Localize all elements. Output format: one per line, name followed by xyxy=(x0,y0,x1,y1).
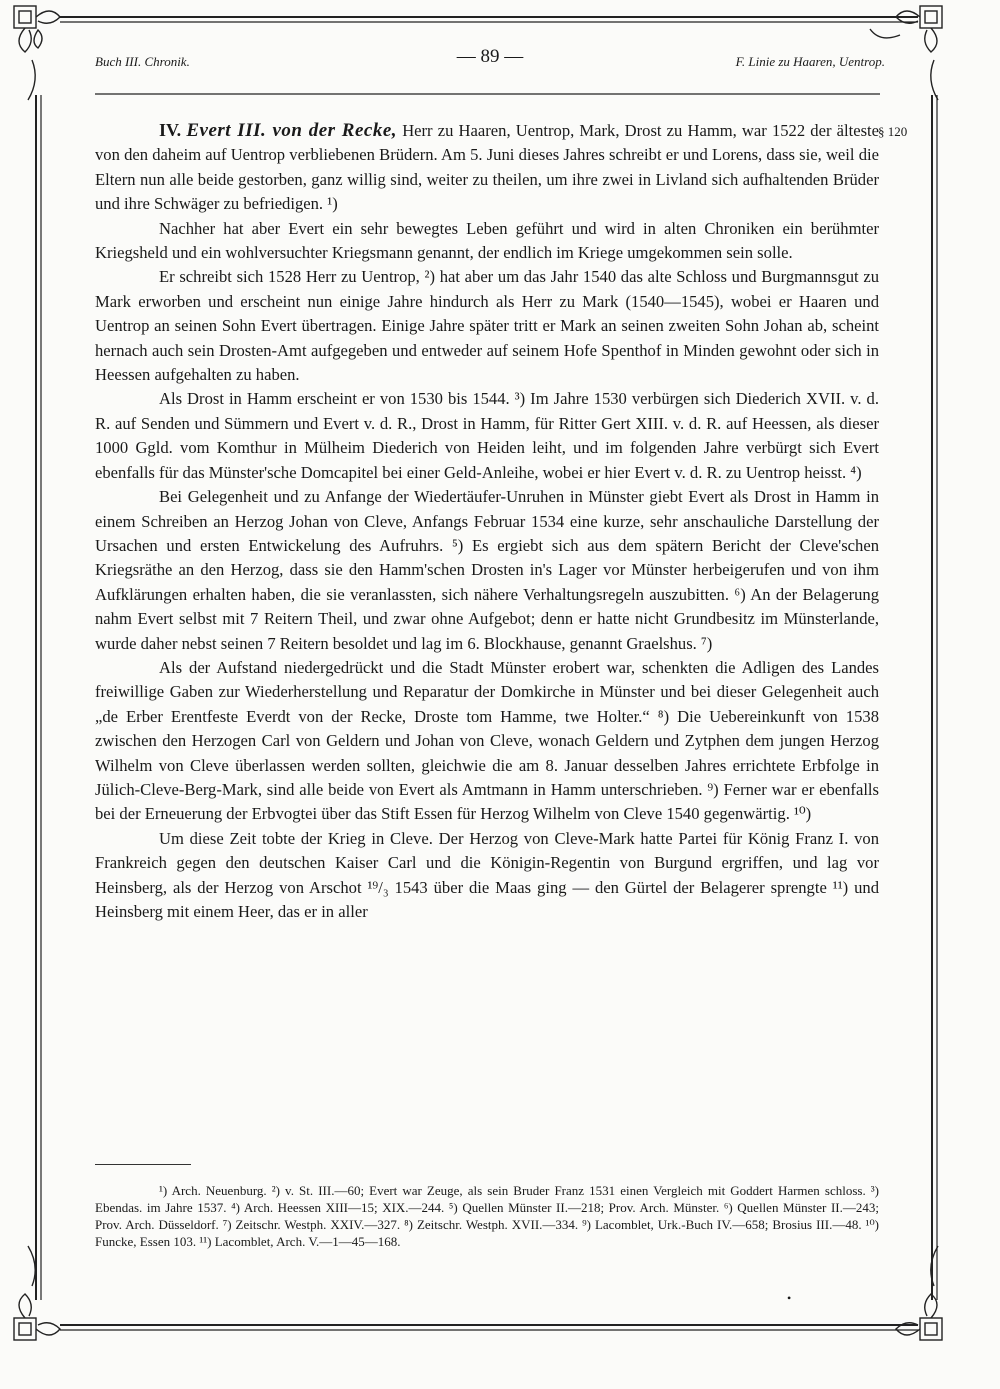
paragraph-1-text: Herr zu Haaren, Uentrop, Mark, Drost zu Hamm, war 1522 der älteste von den daheim auf Uentrop verbliebenen Brüdern. Am 5. Juni dieses Jahres schreibt er und Lorens, dass sie, weil die Eltern nun alle beide gestorben, ganz willig sind, weiter zu theilen, um ihre zwei in Livland sich aufhaltenden Brüder und ihre Schwäger zu befriedigen. ¹) xyxy=(95,121,879,214)
printer-mark: • xyxy=(787,1291,792,1305)
page-header xyxy=(95,46,885,76)
running-head-right: F. Linie zu Haaren, Uentrop. xyxy=(735,54,885,69)
paragraph-1 xyxy=(95,118,879,217)
paragraph-2: Nachher hat aber Evert ein sehr bewegtes Leben geführt und wird in alten Chroniken ein berühmter Kriegsheld und ein wohlversuchter Kriegsmann genannt, der endlich im Kriege umgekommen sein solle. xyxy=(95,218,879,263)
page-number: — 89 — xyxy=(456,46,524,67)
footnote-rule xyxy=(95,1164,191,1165)
chapter-number: IV. xyxy=(159,120,182,140)
section-margin-note: § 120 xyxy=(878,124,908,139)
main-text xyxy=(95,118,879,924)
footnotes xyxy=(95,1182,879,1250)
chapter-heading: Evert III. von der Recke, xyxy=(186,120,398,141)
corner-ornament-top-left xyxy=(14,6,60,100)
running-head-left: Buch III. Chronik. xyxy=(95,54,190,69)
paragraph-7: Um diese Zeit tobte der Krieg in Cleve. Der Herzog von Cleve-Mark hatte Partei für König Franz I. von Frankreich gegen den deutschen Kaiser Carl und die Königin-Regentin von Burgund ergriffen, und lag vor Heinsberg, als der Herzog von Arschot ¹⁹/₃ 1543 über die Maas ging — den Gürtel der Belagerer sprengte ¹¹) und Heinsberg mit einem Heer, das er in aller xyxy=(95,828,879,921)
paragraph-5: Bei Gelegenheit und zu Anfange der Wiedertäufer-Unruhen in Münster giebt Evert als Drost in Hamm in einem Schreiben an Herzog Johan von Cleve, Anfangs Februar 1534 eine kurze, sehr anschauliche Darstellung der Ursachen und ersten Entwickelung des Aufruhrs. ⁵) Es ergiebt sich aus dem spätern Bericht der Cleve'schen Kriegsräthe an den Herzog, dass sie den Hamm'schen Drosten in's Lager vor Münster herbeigerufen und von ihm Aufklärungen erhalten haben, die sie veranlassten, sich nähere Verhaltungsregeln auszubitten. ⁶) An der Belagerung nahm Evert selbst mit 7 Reitern Theil, und zwar ohne Aufgebot; denn er hatte nicht Grundbesitz im Münsterlande, wurde daher nebst seinen 7 Reitern besoldet und lag im 6. Blockhause, genannt Graelshus. ⁷) xyxy=(95,487,879,653)
paragraph-4: Als Drost in Hamm erscheint er von 1530 bis 1544. ³) Im Jahre 1530 verbürgen sich Diederich XVII. v. d. R. auf Senden und Sümmern und Evert v. d. R., Drost in Hamm, für Ritter Gert XIII. v. d. R. auf Heessen, als dieser 1000 Ggld. vom Komthur in Mülheim Diederich von Heiden leiht, und im folgenden Jahre verbürgt sich Evert ebenfalls für das Münster'sche Domcapitel bei einer Geld-Anleihe, wobei er hier Evert v. d. R. zu Uentrop heisst. ⁴) xyxy=(95,389,879,482)
paragraph-6: Als der Aufstand niedergedrückt und die Stadt Münster erobert war, schenkten die Adligen des Landes freiwillige Gaben zur Wiederherstellung und Reparatur der Domkirche in Münster und bei dieser Gelegenheit auch „de Erber Erentfeste Everdt von der Recke, Droste tom Hamme, twe Holter.“ ⁸) Die Uebereinkunft von 1538 zwischen den Herzogen Carl von Geldern und Johan von Cleve, wonach Geldern und Zytphen dem jungen Herzog Wilhelm von Cleve überlassen werden sollten, gleichwie die am 8. Januar desselben Jahres errichtete Erbfolge in Jülich-Cleve-Berg-Mark, sind alle beide von Evert als Amtmann in Hamm unterschrieben. ⁹) Ferner war er ebenfalls bei der Erneuerung der Erbvogtei über das Stift Essen für Herzog Wilhelm von Cleve 1540 gegenwärtig. ¹⁰) xyxy=(95,657,879,824)
footnote-text: ¹) Arch. Neuenburg. ²) v. St. III.—60; Evert war Zeuge, als sein Bruder Franz 1531 einen Vergleich mit Goddert Harmen schloss. ³) Ebendas. im Jahre 1537. ⁴) Arch. Heessen XIII—15; XIX.—244. ⁵) Quellen Münster II.—218; Prov. Arch. Münster. ⁶) Quellen Münster II.—243; Prov. Arch. Düsseldorf. ⁷) Zeitschr. Westph. XXIV.—327. ⁸) Zeitschr. Westph. XVII.—334. ⁹) Lacomblet, Urk.-Buch IV.—658; Brosius III.—48. ¹⁰) Funcke, Essen 103. ¹¹) Lacomblet, Arch. V.—1—45—168. xyxy=(95,1183,879,1249)
paragraph-3: Er schreibt sich 1528 Herr zu Uentrop, ²) hat aber um das Jahr 1540 das alte Schloss und Burgmannsgut zu Mark erworben und erscheint nun einige Jahre hindurch als Herr zu Mark (1540—1545), wobei er Haaren und Uentrop an seinen Sohn Evert übertragen. Einige Jahre später tritt er Mark an seinen zweiten Sohn Johan ab, scheint hernach auch sein Drosten-Amt aufgegeben und entweder auf seinem Hofe Spenthof in Minden gewohnt oder sich in Heessen aufgehalten zu haben. xyxy=(95,267,879,385)
